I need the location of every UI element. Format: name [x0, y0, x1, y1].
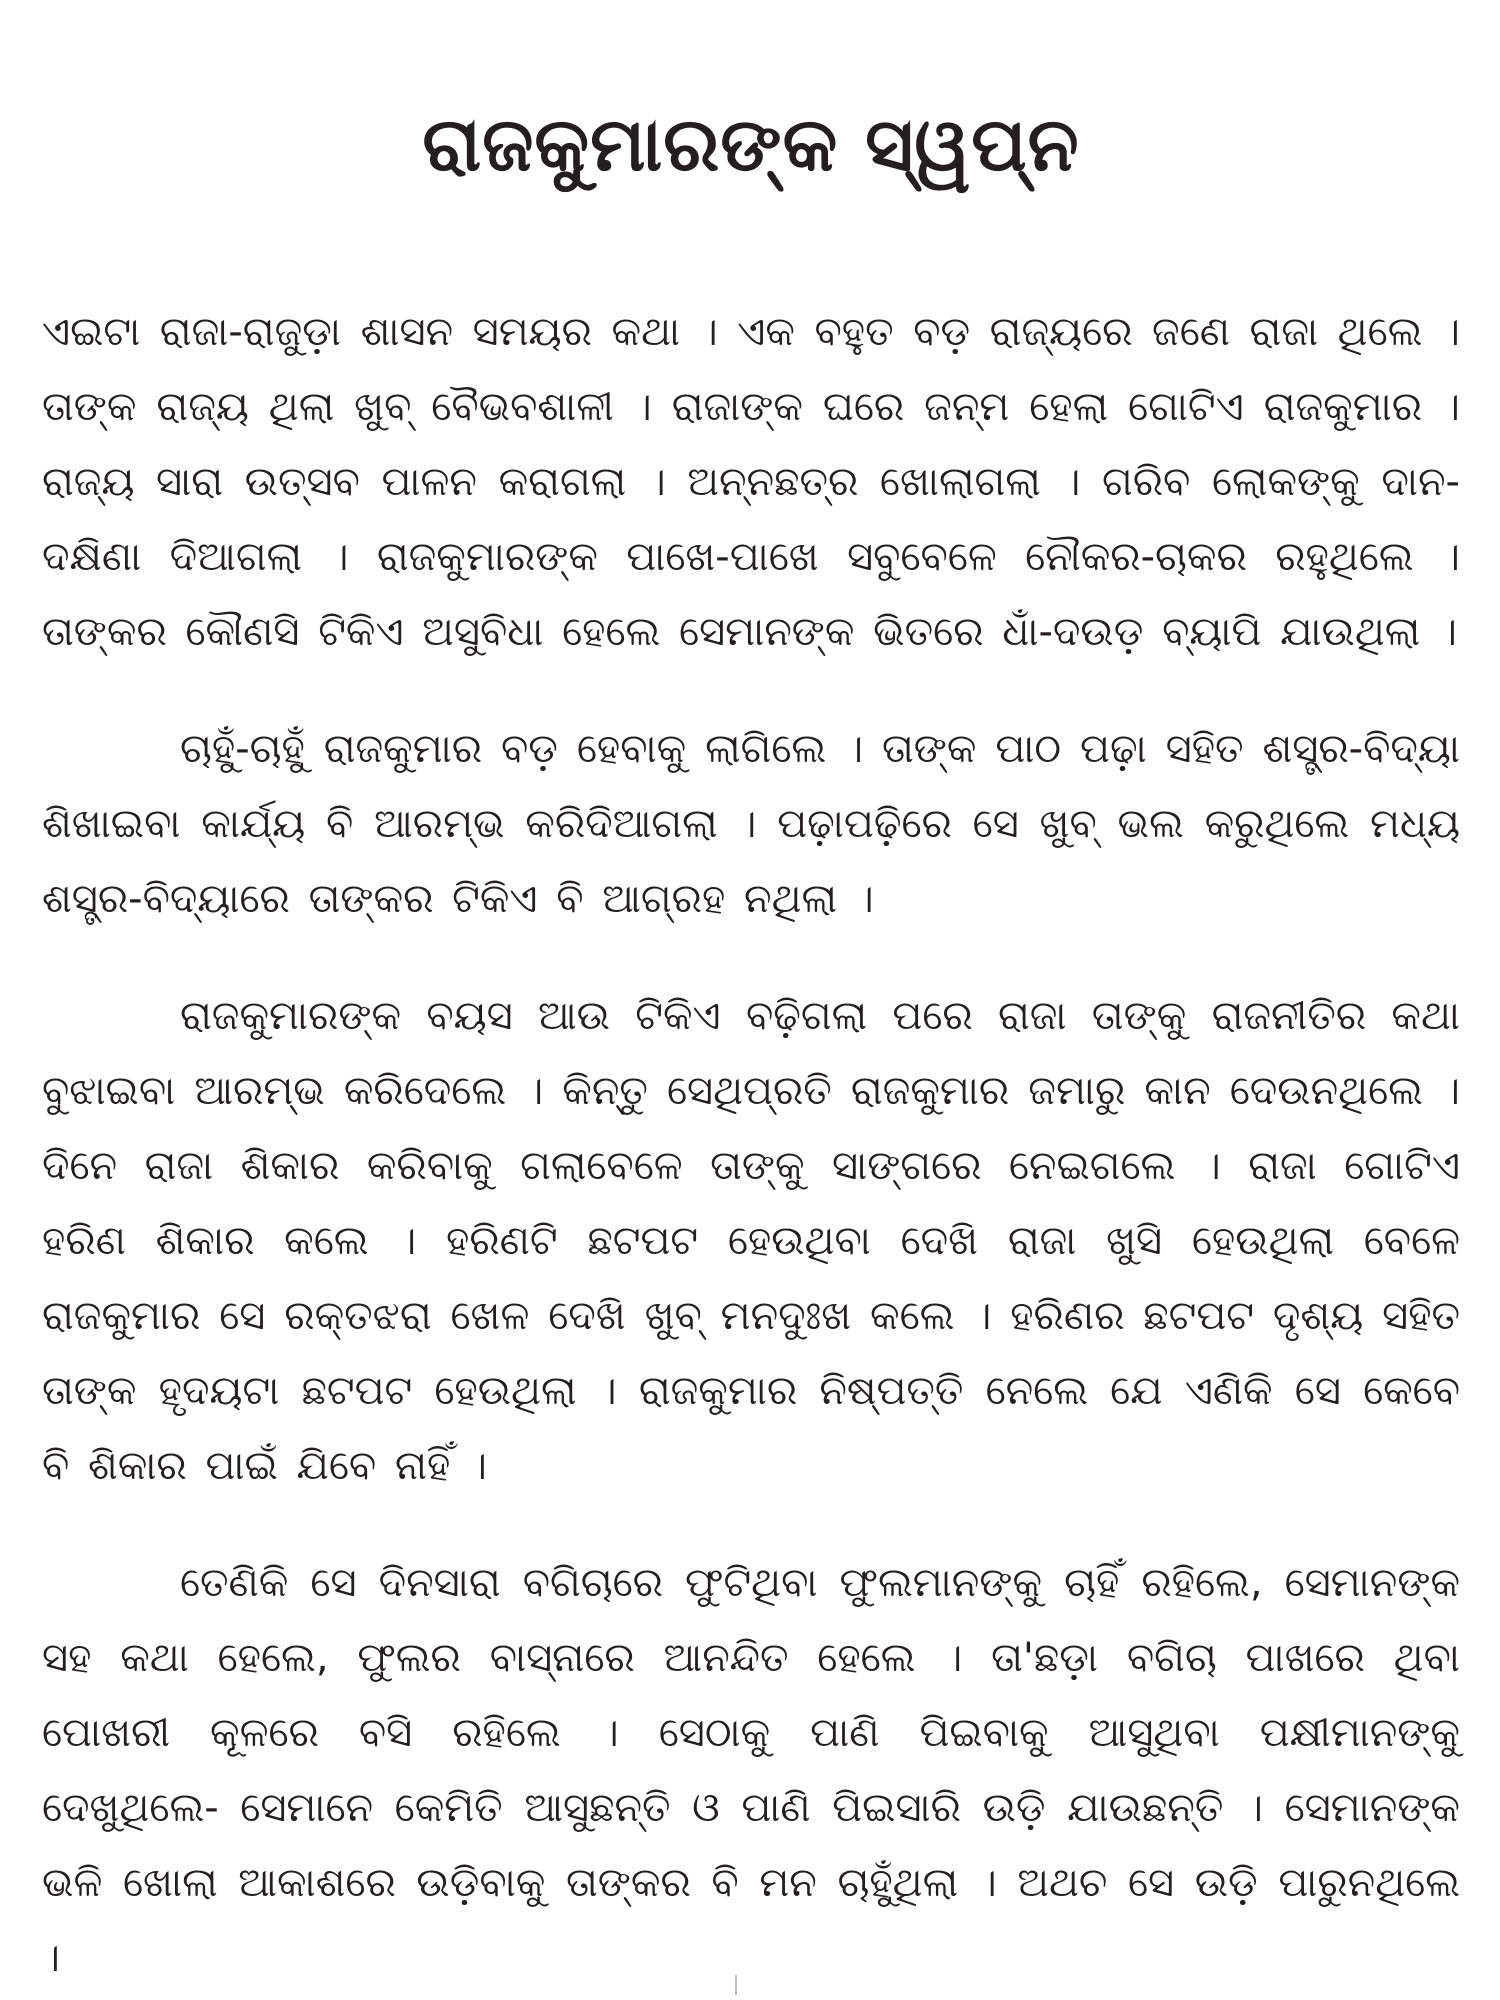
paragraph-3: ରାଜକୁମାରଙ୍କ ବୟସ ଆଉ ଟିକିଏ ବଢ଼ିଗଲା ପରେ ରାଜା ତାଙ୍କୁ ରାଜନୀତିର କଥା ବୁଝାଇବା ଆରମ୍ଭ କରିଦେଲେ । କିନ୍ତୁ ସେଥିପ୍ରତି ରାଜକୁମାର ଜମାରୁ କାନ ଦେଉନଥିଲେ । ଦିନେ ରାଜା ଶିକାର କରିବାକୁ ଗଲାବେଳେ ତାଙ୍କୁ ସାଙ୍ଗରେ ନେଇଗଲେ । ରାଜା ଗୋଟିଏ ହରିଣ ଶିକାର କଲେ । ହରିଣଟି ଛଟପଟ ହେଉଥିବା ଦେଖି ରାଜା ଖୁସି ହେଉଥିଲା ବେଳେ ରାଜକୁମାର ସେ ରକ୍ତଝରା ଖେଳ ଦେଖି ଖୁବ୍ ମନଦୁଃଖ କଲେ । ହରିଣର ଛଟପଟ ଦୃଶ୍ୟ ସହିତ ତାଙ୍କ ହୃଦୟଟା ଛଟପଟ ହେଉଥିଲା । ରାଜକୁମାର ନିଷ୍ପତ୍ତି ନେଲେ ଯେ ଏଣିକି ସେ କେବେ ବି ଶିକାର ପାଇଁ ଯିବେ ନାହିଁ । [42, 993, 1460, 1489]
paragraph-2: ଚାହୁଁ-ଚାହୁଁ ରାଜକୁମାର ବଡ଼ ହେବାକୁ ଲାଗିଲେ । ତାଙ୍କ ପାଠ ପଢ଼ା ସହିତ ଶସ୍ତ୍ର-ବିଦ୍ୟା ଶିଖାଇବା କାର୍ଯ୍ୟ ବି ଆରମ୍ଭ କରିଦିଆଗଲା । ପଢ଼ାପଢ଼ିରେ ସେ ଖୁବ୍ ଭଲ କରୁଥିଲେ ମଧ୍ୟ ଶସ୍ତ୍ର-ବିଦ୍ୟାରେ ତାଙ୍କର ଟିକିଏ ବି ଆଗ୍ରହ ନଥିଲା । [42, 726, 1460, 922]
page-title: ରାଜକୁମାରଙ୍କ ସ୍ୱପ୍ନ [422, 102, 1080, 188]
page-fold-mark [735, 1975, 737, 1995]
paragraph-1: ଏଇଟା ରାଜା-ରାଜୁଡ଼ା ଶାସନ ସମୟର କଥା । ଏକ ବହୁତ ବଡ଼ ରାଜ୍ୟରେ ଜଣେ ରାଜା ଥିଲେ । ତାଙ୍କ ରାଜ୍ୟ ଥିଲା ଖୁବ୍ ବୈଭବଶାଳୀ । ରାଜାଙ୍କ ଘରେ ଜନ୍ମ ହେଲା ଗୋଟିଏ ରାଜକୁମାର । ରାଜ୍ୟ ସାରା ଉତ୍ସବ ପାଳନ କରାଗଲା । ଅନ୍ନଛତ୍ର ଖୋଲାଗଲା । ଗରିବ ଲୋକଙ୍କୁ ଦାନ-ଦକ୍ଷିଣା ଦିଆଗଲା । ରାଜକୁମାରଙ୍କ ପାଖେ-ପାଖେ ସବୁବେଳେ ନୌକର-ଚାକର ରହୁଥିଲେ । ତାଙ୍କର କୌଣସି ଟିକିଏ ଅସୁବିଧା ହେଲେ ସେମାନଙ୍କ ଭିତରେ ଧାଁ-ଦଉଡ଼ ବ୍ୟାପି ଯାଉଥିଲା । [42, 309, 1460, 655]
paragraph-4: ତେଣିକି ସେ ଦିନସାରା ବଗିଚାରେ ଫୁଟିଥିବା ଫୁଲମାନଙ୍କୁ ଚାହିଁ ରହିଲେ, ସେମାନଙ୍କ ସହ କଥା ହେଲେ, ଫୁଲର ବାସ୍ନାରେ ଆନନ୍ଦିତ ହେଲେ । ତା'ଛଡ଼ା ବଗିଚା ପାଖରେ ଥିବା ପୋଖରୀ କୂଳରେ ବସି ରହିଲେ । ସେଠାକୁ ପାଣି ପିଇବାକୁ ଆସୁଥିବା ପକ୍ଷୀମାନଙ୍କୁ ଦେଖୁଥିଲେ- ସେମାନେ କେମିତି ଆସୁଛନ୍ତି ଓ ପାଣି ପିଇସାରି ଉଡ଼ି ଯାଉଛନ୍ତି । ସେମାନଙ୍କ ଭଳି ଖୋଲା ଆକାଶରେ ଉଡ଼ିବାକୁ ତାଙ୍କର ବି ମନ ଚାହୁଁଥିଲା । ଅଥଚ ସେ ଉଡ଼ି ପାରୁନଥିଲେ । [42, 1560, 1460, 1981]
